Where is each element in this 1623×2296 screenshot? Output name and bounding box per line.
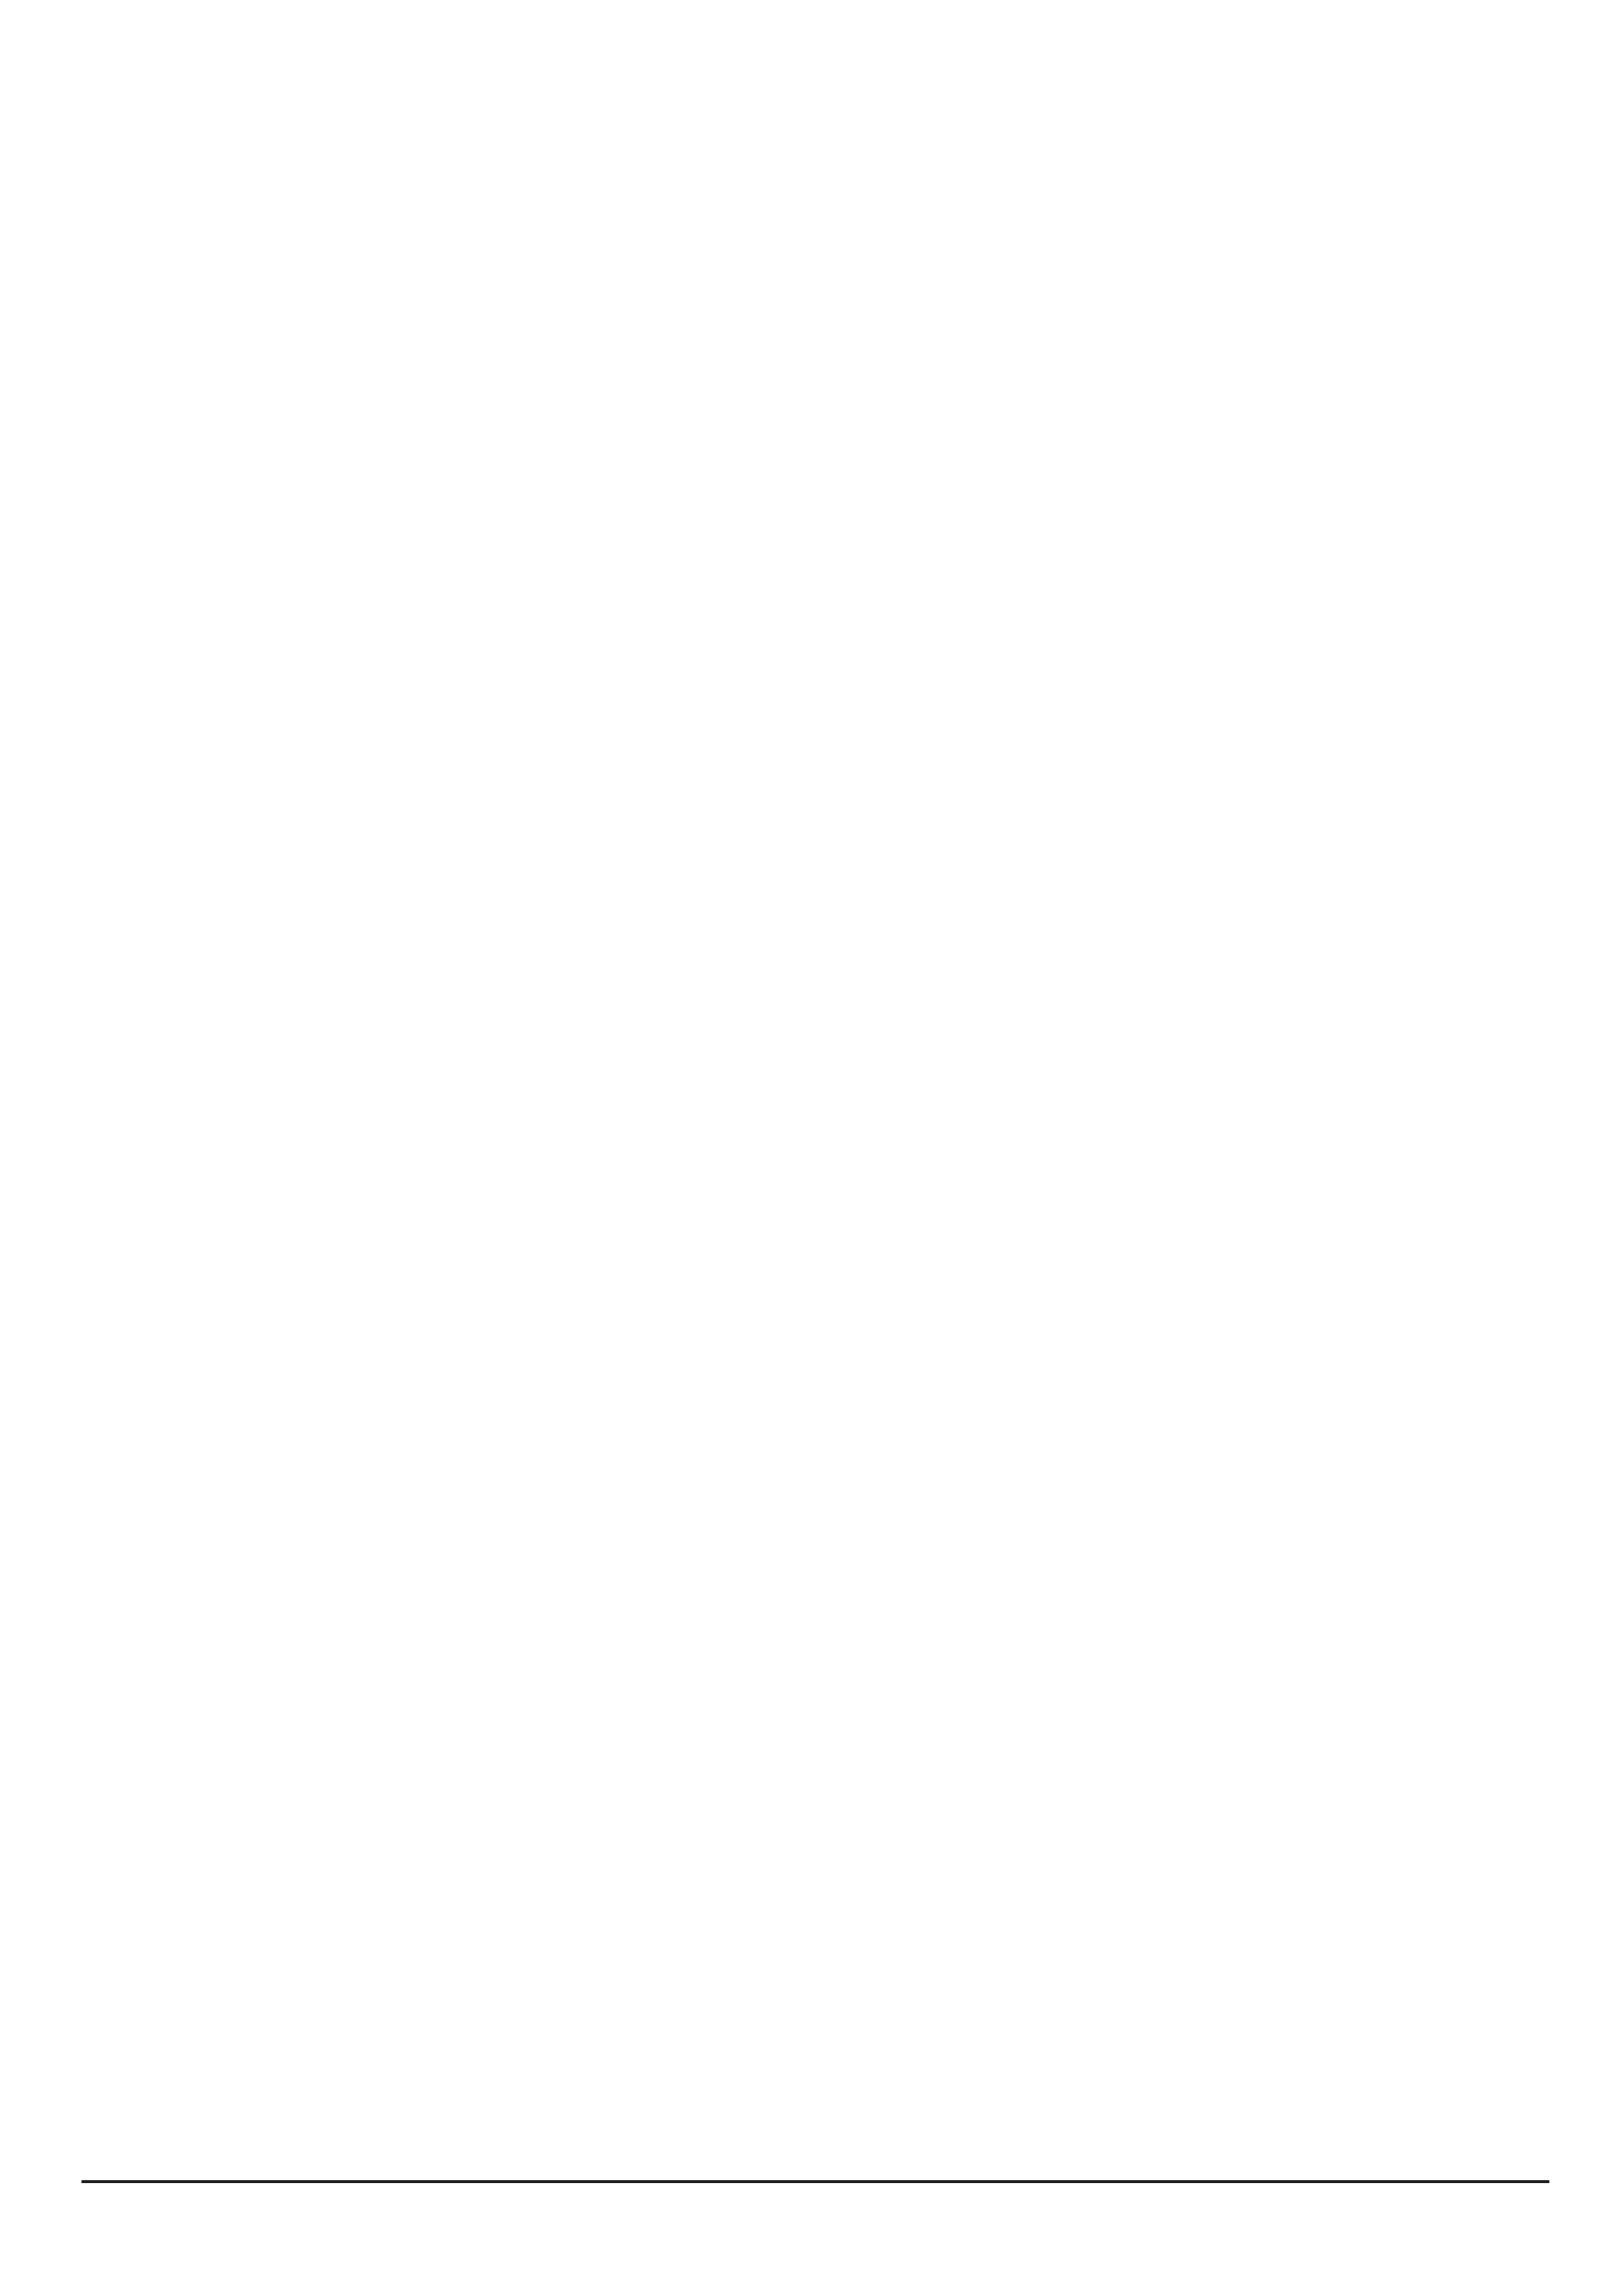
footer-rule: [81, 2180, 1549, 2183]
datasheet-table: [117, 117, 1513, 119]
section-dimensions: [117, 117, 1513, 119]
